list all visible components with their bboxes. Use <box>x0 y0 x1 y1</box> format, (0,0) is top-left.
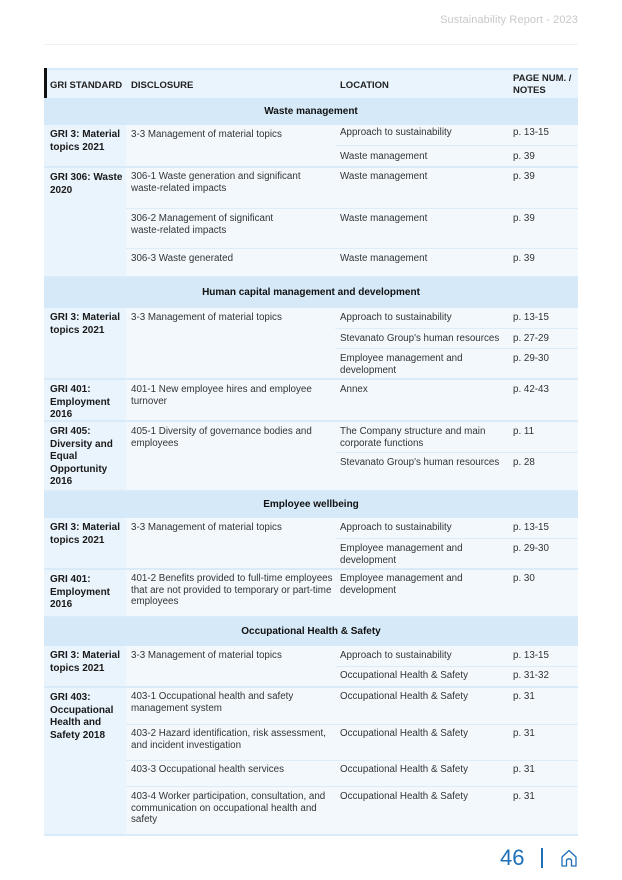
section-header: Employee wellbeing <box>44 492 578 518</box>
location: Employee management and development <box>340 543 463 566</box>
disclosure: 3-3 Management of material topics <box>131 650 282 661</box>
location: Occupational Health & Safety <box>340 670 468 681</box>
gri-standard: GRI 3: Material topics 2021 <box>50 312 121 336</box>
table-row-group <box>44 646 578 688</box>
location: Approach to sustainability <box>340 312 452 323</box>
report-title: Sustainability Report - 2023 <box>440 14 578 26</box>
column-header-disclosure: DISCLOSURE <box>131 80 194 91</box>
section-header: Occupational Health & Safety <box>44 618 578 646</box>
gri-standard: GRI 401: Employment 2016 <box>50 384 111 420</box>
gri-standard: GRI 306: Waste 2020 <box>50 172 123 196</box>
location: Stevanato Group's human resources <box>340 457 500 468</box>
page-ref: p. 39 <box>513 213 535 224</box>
location: Waste management <box>340 151 428 162</box>
location: Occupational Health & Safety <box>340 691 468 702</box>
page-ref: p. 39 <box>513 151 535 162</box>
location: Waste management <box>340 171 428 182</box>
row-divider <box>335 666 578 667</box>
disclosure: 306-3 Waste generated <box>131 253 234 264</box>
disclosure: 3-3 Management of material topics <box>131 312 282 323</box>
disclosure: 403-3 Occupational health services <box>131 764 285 775</box>
location: Approach to sustainability <box>340 650 452 661</box>
row-divider <box>126 724 578 725</box>
table-row-group <box>44 168 578 278</box>
disclosure: 403-4 Worker participation, consultation, and communication on occupational health and safety <box>131 791 326 825</box>
page-ref: p. 31-32 <box>513 670 549 681</box>
location: Occupational Health & Safety <box>340 728 468 739</box>
gri-standard: GRI 403: Occupational Health and Safety 2018 <box>50 692 114 741</box>
page-number: 46 <box>500 845 525 870</box>
disclosure: 401-2 Benefits provided to full-time employees that are not provided to temporary or part-time employees <box>131 573 333 607</box>
column-header-page-notes: PAGE NUM. / NOTES <box>513 73 572 96</box>
table-row-group <box>44 380 578 422</box>
location: Waste management <box>340 213 428 224</box>
disclosure: 3-3 Management of material topics <box>131 129 282 140</box>
row-divider <box>126 208 578 209</box>
page-ref: p. 13-15 <box>513 127 549 138</box>
gri-standard: GRI 405: Diversity and Equal Opportunity 2016 <box>50 426 113 487</box>
table-row-group <box>44 570 578 618</box>
gri-standard: GRI 3: Material topics 2021 <box>50 650 121 674</box>
disclosure: 3-3 Management of material topics <box>131 522 282 533</box>
section-header: Human capital management and development <box>44 278 578 308</box>
home-icon[interactable] <box>560 848 578 868</box>
row-divider <box>126 248 578 249</box>
row-divider <box>126 760 578 761</box>
page-ref: p. 39 <box>513 171 535 182</box>
page-ref: p. 27-29 <box>513 333 549 344</box>
footer-separator <box>541 848 543 868</box>
page-ref: p. 13-15 <box>513 312 549 323</box>
page-ref: p. 13-15 <box>513 650 549 661</box>
header-accent-bar <box>44 68 47 100</box>
location: Approach to sustainability <box>340 127 452 138</box>
gri-standard: GRI 401: Employment 2016 <box>50 574 111 610</box>
page-ref: p. 42-43 <box>513 384 549 395</box>
table-row-group <box>44 688 578 836</box>
location: Occupational Health & Safety <box>340 791 468 802</box>
page-ref: p. 30 <box>513 573 535 584</box>
location: Waste management <box>340 253 428 264</box>
page-ref: p. 31 <box>513 691 535 702</box>
column-header-location: LOCATION <box>340 80 389 91</box>
page-ref: p. 28 <box>513 457 535 468</box>
table-row-group <box>44 125 578 168</box>
table-row-group <box>44 422 578 492</box>
location: Employee management and development <box>340 353 463 376</box>
disclosure: 403-2 Hazard identification, risk assessment, and incident investigation <box>131 728 326 751</box>
section-header: Waste management <box>44 98 578 125</box>
column-header-gri-standard: GRI STANDARD <box>50 80 123 91</box>
top-divider <box>44 44 578 45</box>
page-ref: p. 29-30 <box>513 353 549 364</box>
row-divider <box>335 452 578 453</box>
disclosure: 306-2 Management of significant waste-related impacts <box>131 213 274 236</box>
gri-standard: GRI 3: Material topics 2021 <box>50 129 121 153</box>
table-header-row <box>44 68 578 98</box>
row-divider <box>335 328 578 329</box>
row-divider <box>126 786 578 787</box>
disclosure: 306-1 Waste generation and significant waste-related impacts <box>131 171 301 194</box>
location: The Company structure and main corporate functions <box>340 426 486 449</box>
table-row-group <box>44 308 578 380</box>
row-divider <box>335 145 578 146</box>
table-row-group <box>44 518 578 570</box>
gri-standard: GRI 3: Material topics 2021 <box>50 522 121 546</box>
row-divider <box>335 538 578 539</box>
location: Stevanato Group's human resources <box>340 333 500 344</box>
disclosure: 405-1 Diversity of governance bodies and employees <box>131 426 312 449</box>
page-ref: p. 11 <box>513 426 535 437</box>
location: Approach to sustainability <box>340 522 452 533</box>
disclosure: 401-1 New employee hires and employee turnover <box>131 384 312 407</box>
location: Annex <box>340 384 368 395</box>
row-divider <box>335 348 578 349</box>
location: Employee management and development <box>340 573 463 596</box>
page-ref: p. 31 <box>513 728 535 739</box>
page-ref: p. 13-15 <box>513 522 549 533</box>
page-ref: p. 31 <box>513 791 535 802</box>
page-ref: p. 39 <box>513 253 535 264</box>
location: Occupational Health & Safety <box>340 764 468 775</box>
page-ref: p. 31 <box>513 764 535 775</box>
disclosure: 403-1 Occupational health and safety management system <box>131 691 294 714</box>
page-ref: p. 29-30 <box>513 543 549 554</box>
